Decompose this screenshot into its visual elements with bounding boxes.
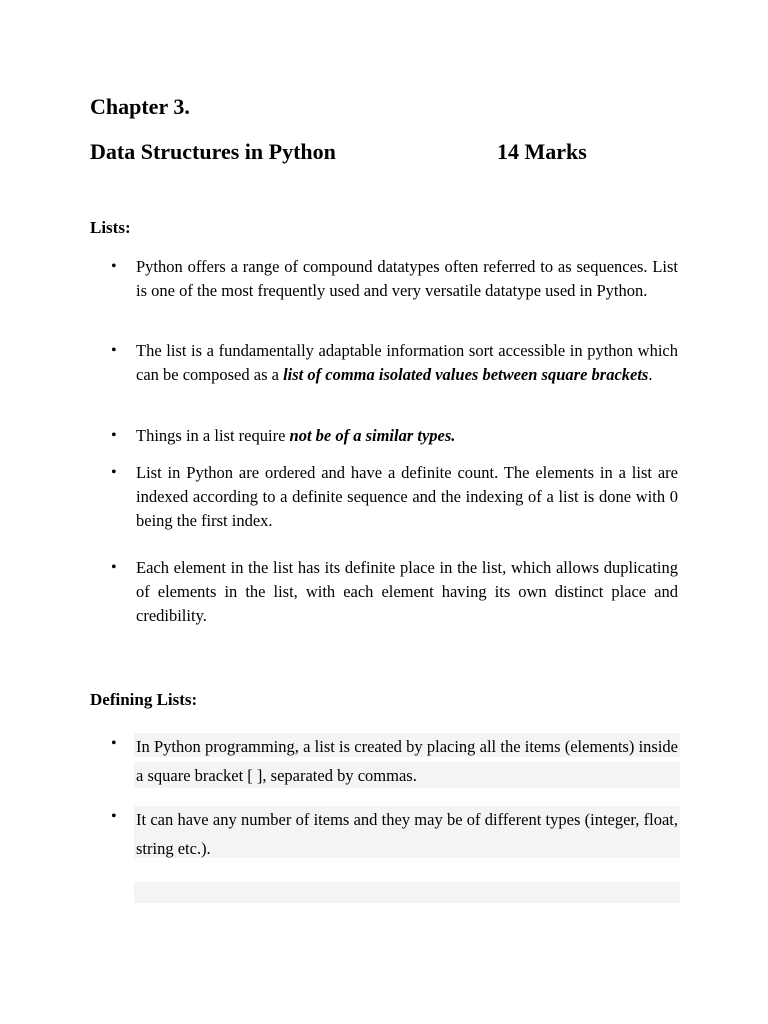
bullet-text: It can have any number of items and they may be of different types (integer, float, string etc.). (136, 810, 678, 858)
bullet-text-part: The list is a fundamentally adaptable information sort accessible in python which can be composed as a (136, 341, 678, 384)
bullet-text (136, 424, 678, 448)
shade-band (134, 882, 680, 903)
bullet-icon: • (111, 735, 117, 752)
chapter-subtitle: Data Structures in Python (90, 139, 336, 164)
bullet-icon: • (111, 464, 117, 481)
subtitle-row (90, 138, 650, 166)
bullet-text-emphasis: not be of a similar types. (289, 426, 456, 445)
defining-lists-heading: Defining Lists: (90, 690, 198, 709)
bullet-text-part: . (648, 365, 653, 384)
bullet-icon: • (111, 808, 117, 825)
marks-label: 14 Marks (497, 139, 587, 164)
bullet-text-emphasis: list of comma isolated values between square brackets (283, 365, 649, 384)
chapter-title: Chapter 3. (90, 94, 190, 119)
bullet-icon: • (111, 258, 117, 275)
bullet-text (136, 339, 678, 387)
bullet-text: Each element in the list has its definite place in the list, which allows duplicating of elements in the list, with each element having its own distinct place and credibility. (136, 558, 678, 625)
bullet-text-part: Things in a list require (136, 426, 290, 445)
lists-heading: Lists: (90, 218, 131, 237)
bullet-icon: • (111, 342, 117, 359)
bullet-text: List in Python are ordered and have a definite count. The elements in a list are indexed according to a definite sequence and the indexing of a list is done with 0 being the first index. (136, 463, 678, 530)
bullet-icon: • (111, 427, 117, 444)
bullet-text: Python offers a range of compound datatypes often referred to as sequences. List is one of the most frequently used and very versatile datatype used in Python. (136, 257, 678, 300)
bullet-icon: • (111, 559, 117, 576)
bullet-text: In Python programming, a list is created by placing all the items (elements) inside a square bracket [ ], separated by commas. (136, 737, 678, 785)
